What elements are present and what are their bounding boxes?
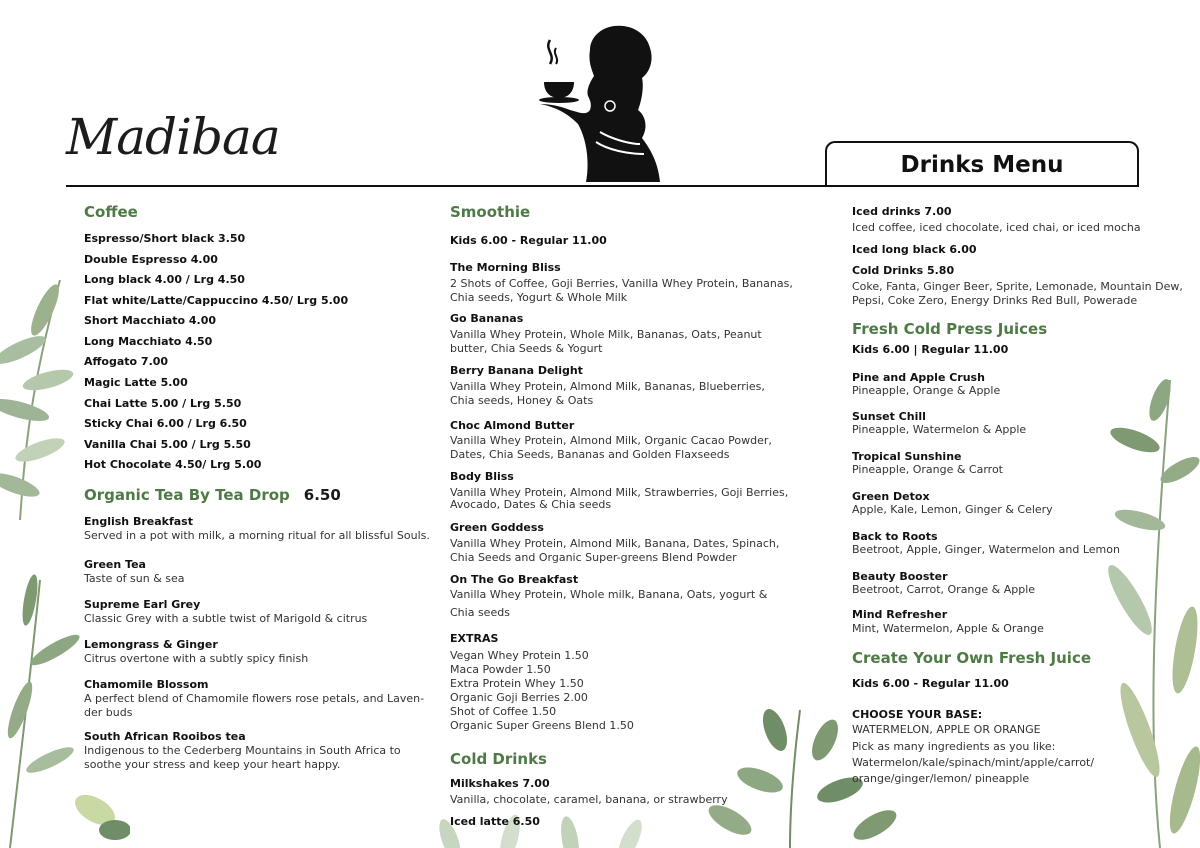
coffee-section: [84, 203, 138, 221]
juice-desc: Beetroot, Carrot, Orange & Apple: [852, 583, 1036, 596]
coffee-item: Sticky Chai 6.00 / Lrg 6.50: [84, 417, 247, 430]
juice-name: Back to Roots: [852, 530, 938, 543]
iced-item-desc: Pepsi, Coke Zero, Energy Drinks Red Bull, Powerade: [852, 294, 1138, 307]
cold-drinks-heading: Cold Drinks: [450, 750, 547, 768]
leaf-decoration-right: [1090, 370, 1200, 848]
juice-desc: Pineapple, Watermelon & Apple: [852, 423, 1027, 436]
smoothie-heading: Smoothie: [450, 203, 531, 221]
smoothie-item-desc: butter, Chia Seeds & Yogurt: [450, 342, 603, 355]
create-base-label: CHOOSE YOUR BASE:: [852, 708, 983, 721]
tea-heading: [84, 486, 341, 504]
tea-item-desc: A perfect blend of Chamomile flowers rose petals, and Laven-: [84, 692, 425, 705]
iced-item-desc: Iced coffee, iced chocolate, iced chai, or iced mocha: [852, 221, 1141, 234]
coffee-item: Affogato 7.00: [84, 355, 169, 368]
coffee-heading: Coffee: [84, 203, 138, 221]
juice-name: Tropical Sunshine: [852, 450, 962, 463]
smoothie-item-name: On The Go Breakfast: [450, 573, 579, 586]
smoothie-item-desc: Vanilla Whey Protein, Almond Milk, Bananas, Blueberries,: [450, 380, 765, 393]
tea-item-name: South African Rooibos tea: [84, 730, 246, 743]
extras-item: Extra Protein Whey 1.50: [450, 677, 584, 690]
juice-desc: Mint, Watermelon, Apple & Orange: [852, 622, 1044, 635]
create-ingredients: orange/ginger/lemon/ pineapple: [852, 772, 1030, 785]
cold-drink-name: Milkshakes 7.00: [450, 777, 550, 790]
extras-item: Vegan Whey Protein 1.50: [450, 649, 589, 662]
smoothie-item-name: Go Bananas: [450, 312, 524, 325]
extras-item: Maca Powder 1.50: [450, 663, 551, 676]
coffee-item: Flat white/Latte/Cappuccino 4.50/ Lrg 5.00: [84, 294, 349, 307]
extras-item: Shot of Coffee 1.50: [450, 705, 557, 718]
extras-item: Organic Super Greens Blend 1.50: [450, 719, 634, 732]
smoothie-item-desc: Vanilla Whey Protein, Almond Milk, Organic Cacao Powder,: [450, 434, 772, 447]
extras-heading: EXTRAS: [450, 632, 499, 645]
juices-prices: Kids 6.00 | Regular 11.00: [852, 343, 1009, 356]
smoothie-item-name: Berry Banana Delight: [450, 364, 583, 377]
smoothie-item-desc: Chia seeds, Yogurt & Whole Milk: [450, 291, 628, 304]
smoothie-prices: Kids 6.00 - Regular 11.00: [450, 234, 607, 247]
create-ingredients: Watermelon/kale/spinach/mint/apple/carrot/: [852, 756, 1095, 769]
coffee-item: Hot Chocolate 4.50/ Lrg 5.00: [84, 458, 262, 471]
create-pick-text: Pick as many ingredients as you like:: [852, 740, 1056, 753]
smoothie-item-desc: Dates, Chia Seeds, Bananas and Golden Flaxseeds: [450, 448, 730, 461]
coffee-item: Magic Latte 5.00: [84, 376, 188, 389]
coffee-item: Short Macchiato 4.00: [84, 314, 217, 327]
smoothie-item-name: Body Bliss: [450, 470, 514, 483]
smoothie-item-desc: Chia seeds, Honey & Oats: [450, 394, 594, 407]
juice-name: Pine and Apple Crush: [852, 371, 985, 384]
coffee-item: Espresso/Short black 3.50: [84, 232, 246, 245]
juice-desc: Pineapple, Orange & Apple: [852, 384, 1001, 397]
juice-desc: Apple, Kale, Lemon, Ginger & Celery: [852, 503, 1053, 516]
iced-item-name: Iced drinks 7.00: [852, 205, 952, 218]
tea-item-desc: Taste of sun & sea: [84, 572, 185, 585]
tea-item-name: Green Tea: [84, 558, 146, 571]
create-heading: Create Your Own Fresh Juice: [852, 649, 1092, 667]
create-base-options: WATERMELON, APPLE OR ORANGE: [852, 723, 1041, 736]
smoothie-item-desc: Vanilla Whey Protein, Almond Milk, Strawberries, Goji Berries,: [450, 486, 789, 499]
header-divider: [66, 185, 1138, 187]
juice-desc: Pineapple, Orange & Carrot: [852, 463, 1003, 476]
smoothie-item-desc: Vanilla Whey Protein, Whole Milk, Bananas, Oats, Peanut: [450, 328, 762, 341]
menu-title: Drinks Menu: [900, 152, 1064, 178]
iced-item-name: Iced long black 6.00: [852, 243, 977, 256]
smoothie-item-desc: Avocado, Dates & Chia seeds: [450, 498, 612, 511]
tea-price: 6.50: [303, 486, 341, 504]
woman-coffee-logo: [530, 20, 670, 182]
juice-name: Mind Refresher: [852, 608, 948, 621]
smoothie-item-name: Green Goddess: [450, 521, 544, 534]
tea-item-desc: soothe your stress and keep your heart happy.: [84, 758, 341, 771]
juice-name: Green Detox: [852, 490, 930, 503]
juice-name: Sunset Chill: [852, 410, 926, 423]
coffee-item: Long black 4.00 / Lrg 4.50: [84, 273, 245, 286]
smoothie-item-name: The Morning Bliss: [450, 261, 561, 274]
cold-drink-desc: Vanilla, chocolate, caramel, banana, or strawberry: [450, 793, 728, 806]
tea-item-desc: Classic Grey with a subtle twist of Marigold & citrus: [84, 612, 368, 625]
smoothie-item-desc: Chia seeds: [450, 606, 510, 619]
smoothie-item-desc: Chia Seeds and Organic Super-greens Blend Powder: [450, 551, 737, 564]
tea-item-name: English Breakfast: [84, 515, 193, 528]
tea-item-desc: Indigenous to the Cederberg Mountains in South Africa to: [84, 744, 401, 757]
tea-item-desc: Citrus overtone with a subtly spicy finish: [84, 652, 309, 665]
brand-logotype: Madibaa: [66, 108, 280, 166]
juices-heading: Fresh Cold Press Juices: [852, 320, 1048, 338]
smoothie-item-desc: Vanilla Whey Protein, Whole milk, Banana, Oats, yogurt &: [450, 588, 768, 601]
leaf-decoration-left: [0, 270, 90, 520]
tea-item-desc: der buds: [84, 706, 133, 719]
tea-item-name: Supreme Earl Grey: [84, 598, 201, 611]
extras-item: Organic Goji Berries 2.00: [450, 691, 588, 704]
coffee-item: Double Espresso 4.00: [84, 253, 218, 266]
cold-drink-name: Iced latte 6.50: [450, 815, 540, 828]
menu-title-tab: [825, 141, 1139, 187]
tea-item-name: Lemongrass & Ginger: [84, 638, 218, 651]
tea-item-name: Chamomile Blossom: [84, 678, 209, 691]
coffee-item: Long Macchiato 4.50: [84, 335, 213, 348]
juice-desc: Beetroot, Apple, Ginger, Watermelon and Lemon: [852, 543, 1120, 556]
juice-name: Beauty Booster: [852, 570, 948, 583]
iced-item-desc: Coke, Fanta, Ginger Beer, Sprite, Lemonade, Mountain Dew,: [852, 280, 1183, 293]
tea-heading-text: Organic Tea By Tea Drop: [84, 486, 290, 504]
coffee-item: Chai Latte 5.00 / Lrg 5.50: [84, 397, 242, 410]
smoothie-item-desc: 2 Shots of Coffee, Goji Berries, Vanilla Whey Protein, Bananas,: [450, 277, 793, 290]
tea-item-desc: Served in a pot with milk, a morning ritual for all blissful Souls.: [84, 529, 430, 542]
iced-item-name: Cold Drinks 5.80: [852, 264, 955, 277]
create-prices: Kids 6.00 - Regular 11.00: [852, 677, 1009, 690]
smoothie-item-desc: Vanilla Whey Protein, Almond Milk, Banana, Dates, Spinach,: [450, 537, 780, 550]
smoothie-item-name: Choc Almond Butter: [450, 419, 575, 432]
coffee-item: Vanilla Chai 5.00 / Lrg 5.50: [84, 438, 251, 451]
